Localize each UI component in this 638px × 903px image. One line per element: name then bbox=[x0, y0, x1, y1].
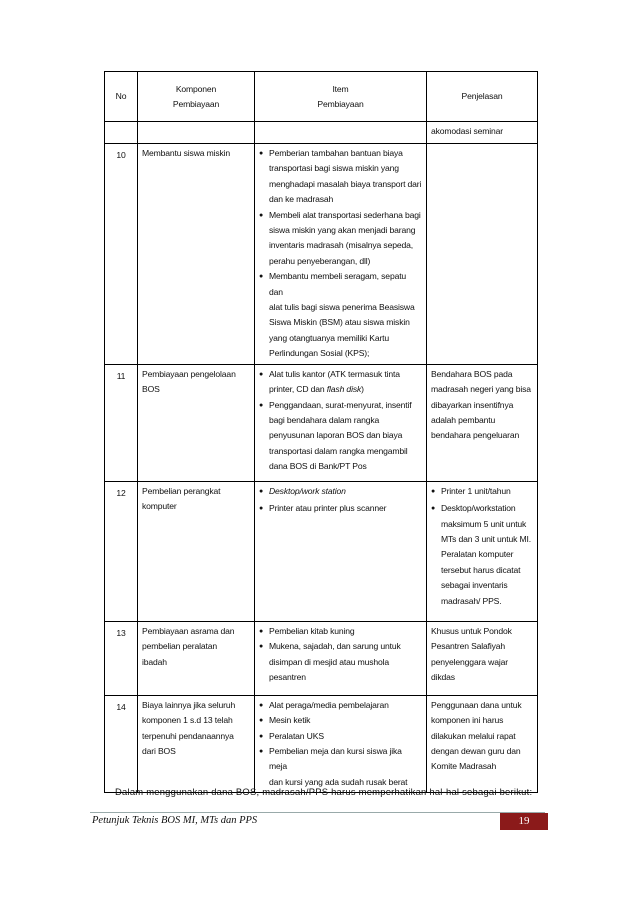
table-row bbox=[105, 144, 538, 365]
header-penjelasan: Penjelasan bbox=[427, 72, 538, 122]
table-row bbox=[105, 621, 538, 695]
page-number: 19 bbox=[500, 813, 548, 830]
item-list bbox=[259, 367, 422, 475]
item-cell bbox=[255, 621, 427, 695]
header-item-line: Pembiayaan bbox=[317, 98, 364, 109]
table-row bbox=[105, 364, 538, 481]
komponen-cell: Pembiayaan asrama dan pembelian peralatan ibadah bbox=[138, 621, 255, 695]
list-item: ● Peralatan UKS bbox=[259, 729, 422, 744]
list-item: ● Mukena, sajadah, dan sarung untuk disimpan di mesjid atau mushola pesantren bbox=[259, 639, 422, 685]
item-cell bbox=[255, 364, 427, 481]
komponen-cell: Biaya lainnya jika seluruh komponen 1 s.d 13 telah terpenuhi pendanaannya dari BOS bbox=[138, 695, 255, 792]
row-number: 12 bbox=[105, 481, 138, 621]
penjelasan-cell bbox=[427, 144, 538, 365]
item-list bbox=[259, 624, 422, 686]
komponen-line: Membantu siswa miskin bbox=[142, 148, 231, 158]
footer-divider bbox=[90, 812, 545, 813]
item-cell bbox=[255, 481, 427, 621]
header-komponen bbox=[138, 72, 255, 122]
table-row bbox=[105, 122, 538, 144]
list-item: ● Penggandaan, surat-menyurat, insentif bagi bendahara dalam rangka penyusunan laporan BOS dan biaya transportasi dalam rangka mengambil dana BOS di Bank/PT Pos bbox=[259, 398, 422, 475]
list-item: ● Alat peraga/media pembelajaran bbox=[259, 698, 422, 713]
header-item-line: Item bbox=[332, 83, 349, 94]
penjelasan-cell: Penggunaan dana untuk komponen ini harus dilakukan melalui rapat dengan dewan guru dan Komite Madrasah bbox=[427, 695, 538, 792]
item-cell bbox=[255, 144, 427, 365]
table-header-row bbox=[105, 72, 538, 122]
row-number: 13 bbox=[105, 621, 138, 695]
table-row bbox=[105, 695, 538, 792]
komponen-cell: Pembelian perangkat komputer bbox=[138, 481, 255, 621]
continuation-cell bbox=[427, 122, 538, 144]
list-item: ● Pembelian kitab kuning bbox=[259, 624, 422, 639]
komponen-cell bbox=[138, 144, 255, 365]
item-list bbox=[259, 698, 422, 790]
list-item: ● Printer atau printer plus scanner bbox=[259, 501, 422, 516]
komponen-cell: Pembiayaan pengelolaan BOS bbox=[138, 364, 255, 481]
penjelasan-list bbox=[431, 484, 533, 609]
continuation-text: akomodasi seminar bbox=[431, 126, 503, 136]
item-list bbox=[259, 484, 422, 517]
row-number: 14 bbox=[105, 695, 138, 792]
table-row bbox=[105, 481, 538, 621]
list-item: ● Desktop/work station bbox=[259, 484, 422, 499]
row-number: 11 bbox=[105, 364, 138, 481]
penjelasan-cell: Bendahara BOS pada madrasah negeri yang bisa dibayarkan insentifnya adalah pembantu bendahara pengeluaran bbox=[427, 364, 538, 481]
list-item: ● Alat tulis kantor (ATK termasuk tinta printer, CD dan flash disk) bbox=[259, 367, 422, 398]
row-number: 10 bbox=[105, 144, 138, 365]
intro-paragraph: Dalam menggunakan dana BOS, madrasah/PPS harus memperhatikan hal-hal sebagai berikut: bbox=[115, 786, 533, 797]
list-item: ● Desktop/workstation maksimum 5 unit untuk MTs dan 3 unit untuk MI. Peralatan komputer tersebut harus dicatat sebagai inventaris madrasah/ PPS. bbox=[431, 501, 533, 609]
list-item: ● Membeli alat transportasi sederhana bagi siswa miskin yang akan menjadi barang inventaris madrasah (misalnya sepeda, perahu penyeberangan, dll) bbox=[259, 208, 422, 270]
list-item: ● Membantu membeli seragam, sepatu dan alat tulis bagi siswa penerima Beasiswa Siswa Miskin (BSM) atau siswa miskin yang otangtuanya memiliki Kartu Perlindungan Sosial (KPS); bbox=[259, 269, 422, 361]
header-komponen-line: Pembiayaan bbox=[172, 98, 220, 109]
bos-component-table bbox=[104, 71, 538, 793]
list-item: ● Pemberian tambahan bantuan biaya transportasi bagi siswa miskin yang menghadapi masalah biaya transport dari dan ke madrasah bbox=[259, 146, 422, 208]
header-no: No bbox=[105, 72, 138, 122]
list-item: ● Pembelian meja dan kursi siswa jika meja dan kursi yang ada sudah rusak berat bbox=[259, 744, 422, 790]
penjelasan-cell bbox=[427, 481, 538, 621]
item-list bbox=[259, 146, 422, 362]
list-item: ● Mesin ketik bbox=[259, 713, 422, 728]
header-item bbox=[255, 72, 427, 122]
list-item: ● Printer 1 unit/tahun bbox=[431, 484, 533, 499]
footer-title: Petunjuk Teknis BOS MI, MTs dan PPS bbox=[92, 815, 258, 826]
penjelasan-cell: Khusus untuk Pondok Pesantren Salafiyah penyelenggara wajar dikdas bbox=[427, 621, 538, 695]
header-komponen-line: Komponen bbox=[175, 83, 217, 94]
item-cell bbox=[255, 695, 427, 792]
